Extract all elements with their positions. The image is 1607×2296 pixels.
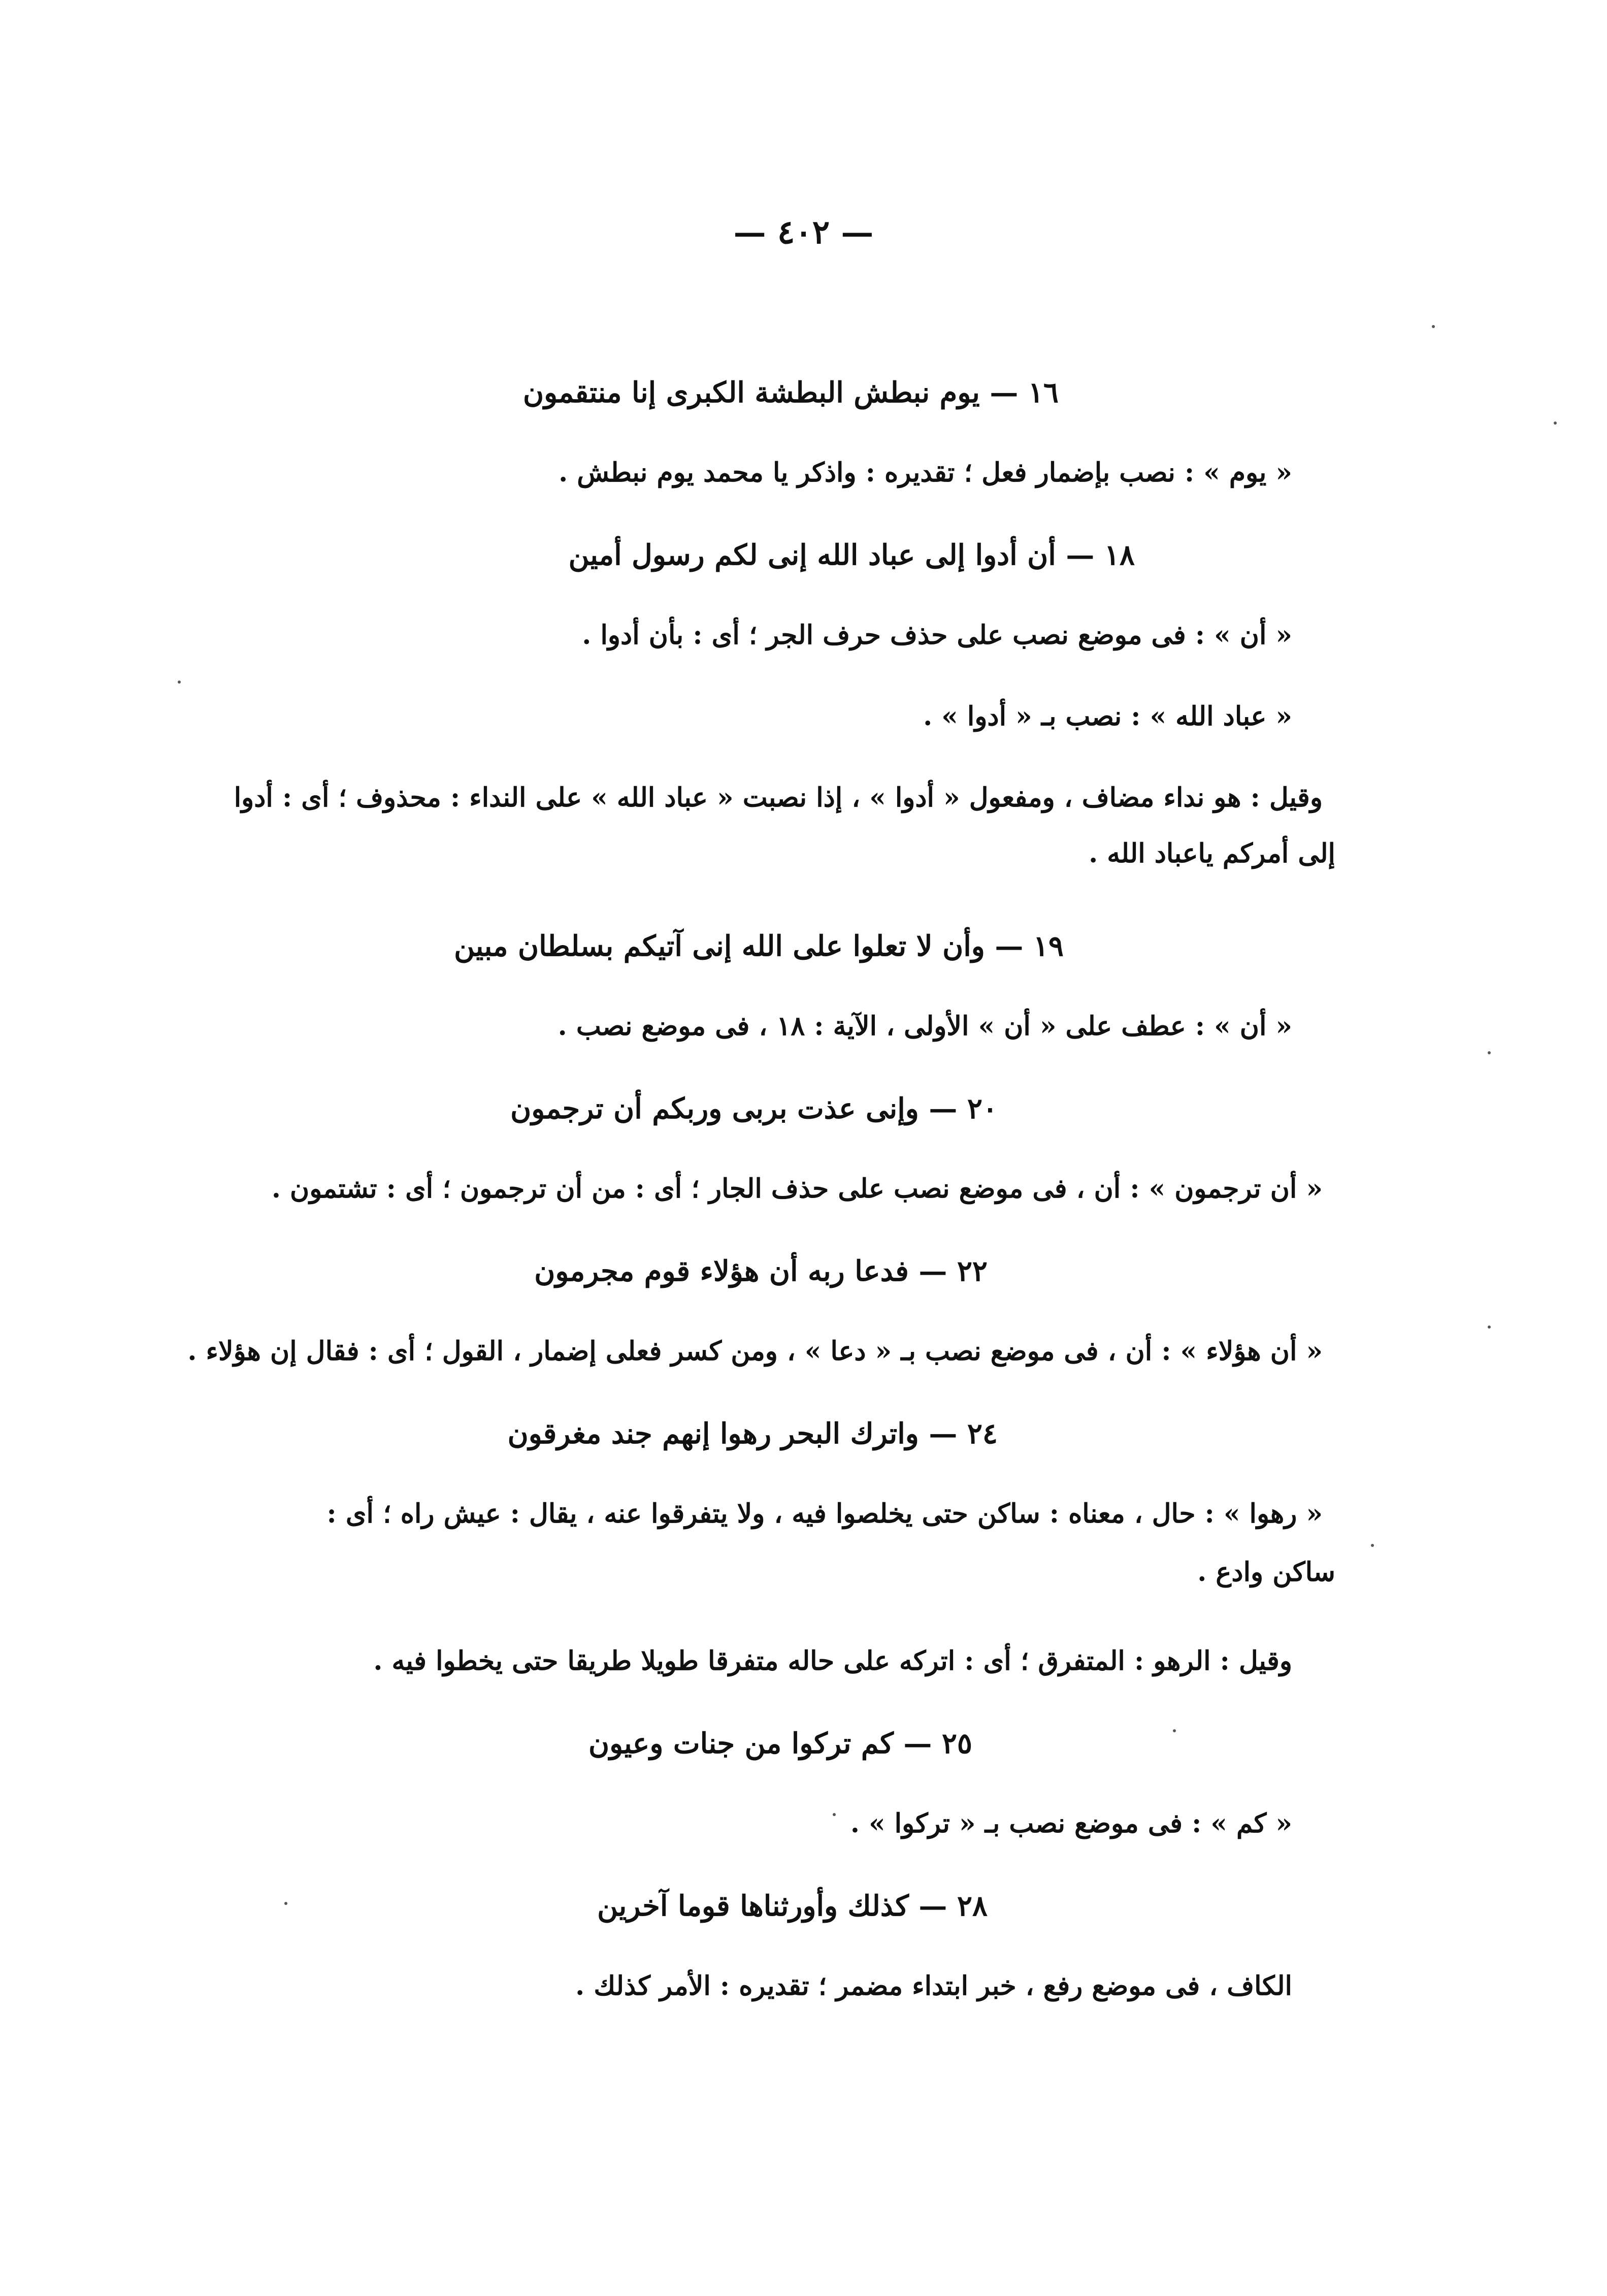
verse-28: ٢٨ — كذلك وأورثناها قوما آخرين: [597, 1889, 988, 1923]
scan-speck: [1371, 1544, 1374, 1547]
note-yawma: « يوم » : نصب بإضمار فعل ؛ تقديره : واذكر يا محمد يوم نبطش .: [559, 457, 1292, 488]
note-rahwan-cont: ساكن وادع .: [1197, 1557, 1335, 1588]
page-number: — ٤٠٢ —: [733, 213, 874, 251]
note-kam: « كم » : فى موضع نصب بـ « تركوا » .: [850, 1808, 1292, 1839]
note-qila-rahw: وقيل : الرهو : المتفرق ؛ أى : اتركه على حاله متفرقا طويلا طريقا حتى يخطوا فيه .: [373, 1645, 1292, 1676]
note-ibad-allah: « عباد الله » : نصب بـ « أدوا » .: [923, 701, 1292, 732]
scan-speck: [178, 681, 181, 684]
scan-speck: [1488, 1051, 1491, 1054]
verse-25: ٢٥ — كم تركوا من جنات وعيون: [588, 1727, 972, 1760]
note-qila-nida-cont: إلى أمركم ياعباد الله .: [1089, 838, 1335, 869]
scan-speck: [284, 1902, 287, 1905]
verse-24: ٢٤ — واترك البحر رهوا إنهم جند مغرقون: [507, 1417, 998, 1450]
note-rahwan: « رهوا » : حال ، معناه : ساكن حتى يخلصوا فيه ، ولا يتفرقوا عنه ، يقال : عيش راه ؛ أى :: [326, 1498, 1323, 1529]
scan-speck: [833, 1813, 836, 1816]
scan-speck: [1488, 1325, 1491, 1329]
note-kaf: الكاف ، فى موضع رفع ، خبر ابتداء مضمر ؛ تقديره : الأمر كذلك .: [575, 1970, 1292, 2001]
verse-18: ١٨ — أن أدوا إلى عباد الله إنى لكم رسول أمين: [568, 538, 1135, 572]
verse-16: ١٦ — يوم نبطش البطشة الكبرى إنا منتقمون: [522, 376, 1059, 409]
verse-22: ٢٢ — فدعا ربه أن هؤلاء قوم مجرمون: [534, 1254, 988, 1288]
scan-speck: [1554, 422, 1557, 425]
note-qila-nida: وقيل : هو نداء مضاف ، ومفعول « أدوا » ، إذا نصبت « عباد الله » على النداء : محذوف ؛ أى : أدوا: [234, 782, 1323, 813]
note-an-tarjumun: « أن ترجمون » : أن ، فى موضع نصب على حذف الجار ؛ أى : من أن ترجمون ؛ أى : تشتمون .: [271, 1173, 1323, 1204]
verse-19: ١٩ — وأن لا تعلوا على الله إنى آتيكم بسلطان مبين: [454, 929, 1064, 963]
verse-20: ٢٠ — وإنى عذت بربى وربكم أن ترجمون: [510, 1092, 998, 1125]
note-an-atf: « أن » : عطف على « أن » الأولى ، الآية : ١٨ ، فى موضع نصب .: [557, 1011, 1292, 1042]
scan-speck: [1173, 1729, 1176, 1732]
note-an-addu: « أن » : فى موضع نصب على حذف حرف الجر ؛ أى : بأن أدوا .: [582, 620, 1292, 651]
scan-speck: [1432, 325, 1435, 328]
note-an-haula: « أن هؤلاء » : أن ، فى موضع نصب بـ « دعا » ، ومن كسر فعلى إضمار ، القول ؛ أى : فقال إن هؤلاء .: [187, 1336, 1323, 1367]
